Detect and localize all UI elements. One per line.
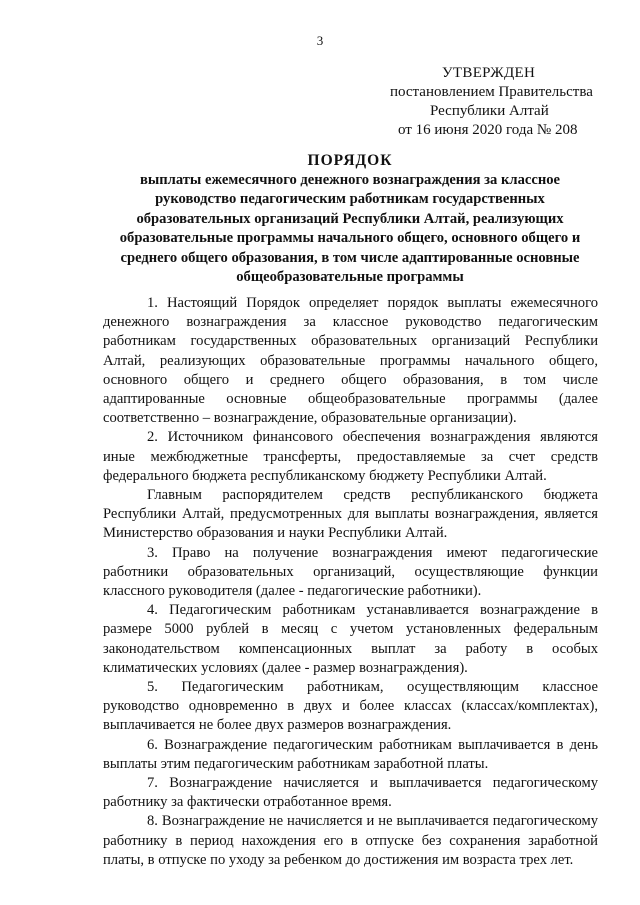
paragraph-3: 3. Право на получение вознаграждения имеют педагогические работники образовательных организаций, осуществляющие функции классного руководителя (далее - педагогические работники). <box>103 544 598 600</box>
document-body <box>103 294 598 870</box>
approval-heading: УТВЕРЖДЕН <box>442 65 536 81</box>
subtitle-line: образовательных организаций Республики Алтай, реализующих <box>136 210 564 227</box>
paragraph-7: 7. Вознаграждение начисляется и выплачивается педагогическому работнику за фактически отработанное время. <box>103 775 598 811</box>
subtitle-line: выплаты ежемесячного денежного вознаграждения за классное <box>139 172 561 188</box>
approval-line: постановлением Правительства <box>390 84 593 100</box>
paragraph-1: 1. Настоящий Порядок определяет порядок выплаты ежемесячного денежного вознаграждения за классное руководство педагогическим работникам государственных образовательных организаций Республики Алтай, реализующих образовательные программы начального общего, основного общего и среднего общего образования, в том числе адаптированные основные общеобразовательные программы (далее соответственно – вознаграждение, образовательные организации). <box>103 295 598 427</box>
paragraph-6: 6. Вознаграждение педагогическим работникам выплачивается в день выплаты этим педагогическим работникам заработной платы. <box>103 736 598 772</box>
subtitle-line: среднего общего образования, в том числе адаптированные основные <box>120 249 580 266</box>
paragraph-5: 5. Педагогическим работникам, осуществляющим классное руководство одновременно в двух и более классах (классах/комплектах), выплачивается не более двух размеров вознаграждения. <box>103 679 598 734</box>
page-number: 3 <box>316 33 324 48</box>
approval-line: Республики Алтай <box>430 103 549 119</box>
subtitle-line: общеобразовательные программы <box>236 269 464 286</box>
subtitle-line: образовательные программы начального общего, основного общего и <box>119 230 581 247</box>
paragraph-2: 2. Источником финансового обеспечения вознаграждения являются иные межбюджетные трансферты, предоставляемые за счет средств федерального бюджета республиканскому бюджету Республики Алтай. <box>103 429 598 484</box>
paragraph-4: 4. Педагогическим работникам устанавливается вознаграждение в размере 5000 рублей в месяц с учетом установленных федеральным законодательством компенсационных выплат за работу в особых климатических условиях (далее - размер вознаграждения). <box>103 602 598 676</box>
paragraph-8: 8. Вознаграждение не начисляется и не выплачивается педагогическому работнику в период нахождения его в отпуске без сохранения заработной платы, в отпуске по уходу за ребенком до достижения им возраста трех лет. <box>103 813 598 868</box>
paragraph-2-continued: Главным распорядителем средств республиканского бюджета Республики Алтай, предусмотренных для выплаты вознаграждения, является Министерство образования и науки Республики Алтай. <box>103 487 598 542</box>
document-title <box>100 151 600 287</box>
title-subtitle <box>100 171 600 287</box>
subtitle-line: руководство педагогическим работникам государственных <box>155 191 545 208</box>
approval-stamp <box>390 64 610 140</box>
approval-date: от 16 июня 2020 года № 208 <box>398 122 578 138</box>
title-main: ПОРЯДОК <box>307 152 393 169</box>
